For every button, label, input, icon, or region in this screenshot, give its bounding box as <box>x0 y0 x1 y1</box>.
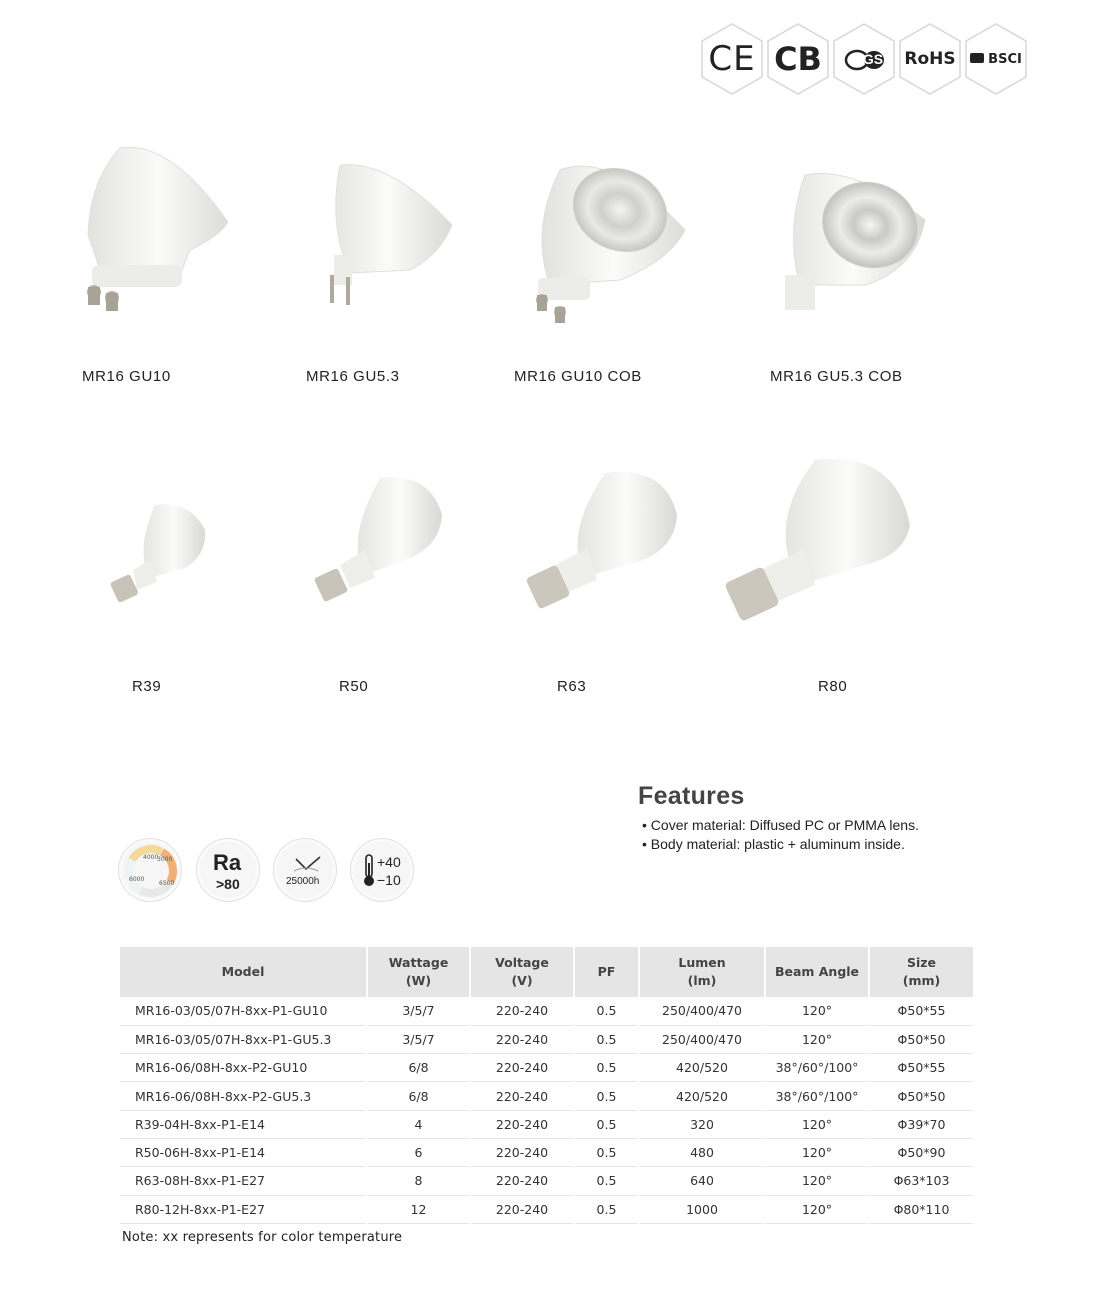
svg-text:4000: 4000 <box>143 854 159 861</box>
cell-lumen: 250/400/470 <box>639 997 765 1025</box>
features-title: Features <box>638 782 745 810</box>
table-row <box>120 1110 973 1138</box>
table-row <box>120 1082 973 1110</box>
svg-text:3000: 3000 <box>157 856 173 863</box>
cell-model: MR16-03/05/07H-8xx-P1-GU10 <box>120 997 367 1025</box>
product-label-mr16-gu5-3-cob: MR16 GU5.3 COB <box>770 368 903 385</box>
r39-bulb-image <box>105 500 215 610</box>
rohs-mark-icon: RoHS <box>898 22 962 96</box>
cell-model: MR16-06/08H-8xx-P2-GU5.3 <box>120 1082 367 1110</box>
product-label-mr16-gu5-3: MR16 GU5.3 <box>306 368 400 385</box>
cell-beam-angle: 120° <box>765 1110 869 1138</box>
certification-badges <box>700 20 1030 98</box>
cell-lumen: 1000 <box>639 1195 765 1223</box>
cell-size: Φ50*55 <box>869 997 973 1025</box>
header-size: Size (mm) <box>869 947 973 997</box>
product-label-r80: R80 <box>818 678 848 695</box>
product-label-r39: R39 <box>132 678 162 695</box>
cell-voltage: 220-240 <box>470 1110 574 1138</box>
table-header-row <box>120 947 973 997</box>
features-list <box>642 816 919 854</box>
product-label-mr16-gu10: MR16 GU10 <box>82 368 171 385</box>
cell-voltage: 220-240 <box>470 1054 574 1082</box>
cell-pf: 0.5 <box>574 1195 639 1223</box>
svg-text:6000: 6000 <box>129 876 145 883</box>
cell-model: R39-04H-8xx-P1-E14 <box>120 1110 367 1138</box>
cell-pf: 0.5 <box>574 1167 639 1195</box>
cell-wattage: 8 <box>367 1167 470 1195</box>
cell-lumen: 420/520 <box>639 1054 765 1082</box>
cell-beam-angle: 120° <box>765 1195 869 1223</box>
cell-voltage: 220-240 <box>470 1167 574 1195</box>
cell-size: Φ50*55 <box>869 1054 973 1082</box>
color-temperature-icon <box>118 838 182 902</box>
cell-size: Φ39*70 <box>869 1110 973 1138</box>
mr16-gu5-3-bulb-image <box>310 155 460 315</box>
cell-beam-angle: 120° <box>765 997 869 1025</box>
cell-beam-angle: 38°/60°/100° <box>765 1054 869 1082</box>
cell-beam-angle: 38°/60°/100° <box>765 1082 869 1110</box>
cell-size: Φ63*103 <box>869 1167 973 1195</box>
mr16-gu10-bulb-image <box>70 140 240 320</box>
header-pf: PF <box>574 947 639 997</box>
mr16-gu10-cob-bulb-image <box>520 150 690 330</box>
cell-lumen: 420/520 <box>639 1082 765 1110</box>
table-row <box>120 1167 973 1195</box>
cb-mark-icon: CB <box>766 22 830 96</box>
cell-voltage: 220-240 <box>470 997 574 1025</box>
table-row <box>120 1025 973 1053</box>
cell-beam-angle: 120° <box>765 1138 869 1166</box>
svg-text:+40: +40 <box>377 854 401 870</box>
header-wattage: Wattage (W) <box>367 947 470 997</box>
table-note: Note: xx represents for color temperature <box>122 1230 403 1245</box>
cell-wattage: 3/5/7 <box>367 1025 470 1053</box>
cell-size: Φ50*50 <box>869 1025 973 1053</box>
gs-mark-icon: GS <box>832 22 896 96</box>
r50-bulb-image <box>310 470 450 610</box>
cell-wattage: 4 <box>367 1110 470 1138</box>
table-row <box>120 1195 973 1223</box>
cell-pf: 0.5 <box>574 1025 639 1053</box>
cell-model: MR16-03/05/07H-8xx-P1-GU5.3 <box>120 1025 367 1053</box>
svg-text:6500: 6500 <box>159 880 175 887</box>
svg-text:>80: >80 <box>216 876 240 892</box>
header-model: Model <box>120 947 367 997</box>
mr16-gu5-3-cob-bulb-image <box>775 160 935 320</box>
cell-wattage: 6 <box>367 1138 470 1166</box>
cell-pf: 0.5 <box>574 997 639 1025</box>
lifetime-icon <box>273 838 337 902</box>
header-beam-angle: Beam Angle <box>765 947 869 997</box>
header-lumen: Lumen (lm) <box>639 947 765 997</box>
spec-table <box>120 947 973 1224</box>
cell-wattage: 6/8 <box>367 1082 470 1110</box>
cell-wattage: 3/5/7 <box>367 997 470 1025</box>
cell-size: Φ50*90 <box>869 1138 973 1166</box>
cell-pf: 0.5 <box>574 1054 639 1082</box>
svg-text:25000h: 25000h <box>286 876 320 887</box>
cell-beam-angle: 120° <box>765 1167 869 1195</box>
table-row <box>120 997 973 1025</box>
cell-size: Φ80*110 <box>869 1195 973 1223</box>
cell-voltage: 220-240 <box>470 1025 574 1053</box>
product-label-r50: R50 <box>339 678 369 695</box>
cell-voltage: 220-240 <box>470 1138 574 1166</box>
cell-lumen: 250/400/470 <box>639 1025 765 1053</box>
cell-voltage: 220-240 <box>470 1195 574 1223</box>
r80-bulb-image <box>725 455 925 625</box>
cell-model: R80-12H-8xx-P1-E27 <box>120 1195 367 1223</box>
product-label-mr16-gu10-cob: MR16 GU10 COB <box>514 368 642 385</box>
ce-mark-icon: CE <box>700 22 764 96</box>
feature-item: • Body material: plastic + aluminum inside. <box>642 835 919 854</box>
table-row <box>120 1138 973 1166</box>
svg-text:−10: −10 <box>377 872 401 888</box>
feature-item: • Cover material: Diffused PC or PMMA lens. <box>642 816 919 835</box>
cell-pf: 0.5 <box>574 1110 639 1138</box>
header-voltage: Voltage (V) <box>470 947 574 997</box>
cell-wattage: 6/8 <box>367 1054 470 1082</box>
cell-pf: 0.5 <box>574 1082 639 1110</box>
operating-temperature-icon <box>350 838 414 902</box>
cell-size: Φ50*50 <box>869 1082 973 1110</box>
bsci-mark-icon: BSCI <box>964 22 1028 96</box>
product-label-r63: R63 <box>557 678 587 695</box>
svg-text:Ra: Ra <box>213 850 242 875</box>
r63-bulb-image <box>525 465 685 615</box>
cell-lumen: 640 <box>639 1167 765 1195</box>
cell-model: R50-06H-8xx-P1-E14 <box>120 1138 367 1166</box>
cell-pf: 0.5 <box>574 1138 639 1166</box>
cell-wattage: 12 <box>367 1195 470 1223</box>
cell-lumen: 480 <box>639 1138 765 1166</box>
cell-lumen: 320 <box>639 1110 765 1138</box>
cell-model: R63-08H-8xx-P1-E27 <box>120 1167 367 1195</box>
cell-beam-angle: 120° <box>765 1025 869 1053</box>
ra-index-icon <box>196 838 260 902</box>
cell-model: MR16-06/08H-8xx-P2-GU10 <box>120 1054 367 1082</box>
table-row <box>120 1054 973 1082</box>
cell-voltage: 220-240 <box>470 1082 574 1110</box>
